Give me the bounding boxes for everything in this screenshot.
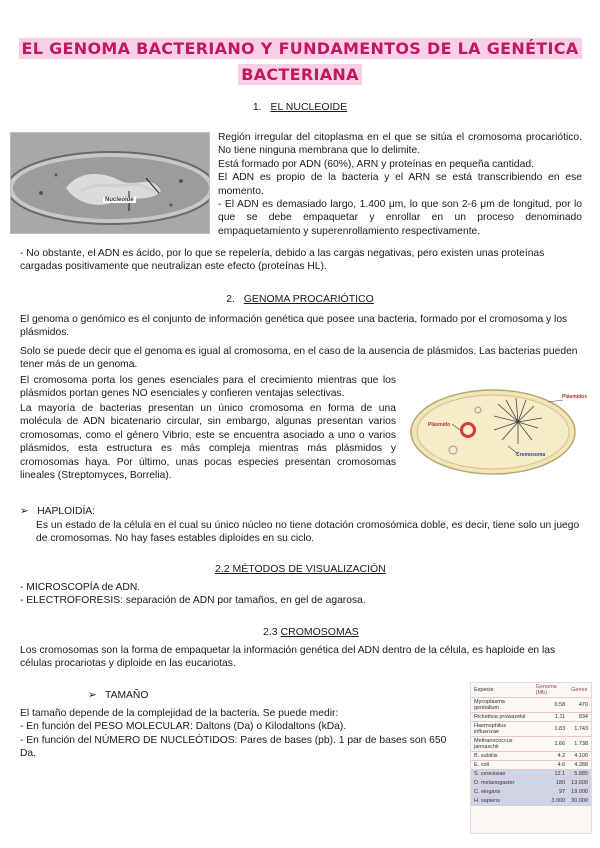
table-cell: 1.83: [533, 722, 569, 737]
table-row: [471, 737, 591, 752]
nucleoid-micrograph: [10, 132, 210, 234]
table-cell: 30.000: [568, 797, 591, 806]
table-cell: 97: [533, 788, 569, 797]
section-2-3-number: 2.3: [263, 626, 278, 638]
chromosome-types-text: La mayoría de bacterias presentan un único cromosoma en forma de una molécula de ADN bicatenario circular, sin embargo, algunas presentan varios cromosomas, como el género Vibrio, este se encuentra asociado a uno o varios plásmidos, esta estructura es más compleja mientras más plásmidos y cromosomas haya. Por último, unas pocas especies presentan cromosomas lineales (Streptomyces, Borrelia).: [20, 403, 396, 482]
table-row: [471, 779, 591, 788]
table-header-genes: Genes: [568, 683, 591, 698]
table-cell: S. cerevisiae: [471, 770, 533, 779]
table-row: [471, 788, 591, 797]
chromosome-definition: Los cromosomas son la forma de empaquetar la información genética del ADN dentro de la célula, es haploide en las células procariotas y diploide en las eucariotas.: [20, 645, 556, 670]
table-cell: 0.58: [533, 698, 569, 713]
table-cell: Haemophilus influenzae: [471, 722, 533, 737]
table-cell: 4.2: [533, 752, 569, 761]
table-header-species: Especie: [471, 683, 533, 698]
section-2-number: 2.: [226, 293, 235, 305]
tamano-line-1: El tamaño depende de la complejidad de la bacteria. Se puede medir:: [20, 708, 339, 719]
page-title: [0, 36, 600, 62]
tamano-bullet: ➢: [88, 690, 97, 701]
method-electrophoresis: - ELECTROFORESIS: separación de ADN por tamaños, en gel de agarosa.: [20, 595, 366, 607]
table-cell: 1.66: [533, 737, 569, 752]
table-row: [471, 722, 591, 737]
chromosome-genes-text: El cromosoma porta los genes esenciales para el crecimiento mientras que los plásmidos portan genes NO esenciales y confieren ventajas selectivas.: [20, 375, 396, 400]
table-cell: 4.288: [568, 761, 591, 770]
table-cell: 1.738: [568, 737, 591, 752]
table-cell: Rickettsia prowazekii: [471, 713, 533, 722]
section-2-2-heading: [215, 563, 386, 575]
nucleoid-label: Nucleoide: [105, 197, 134, 203]
table-cell: E. coli: [471, 761, 533, 770]
tamano-text: [20, 707, 450, 761]
haploidia-heading: [20, 505, 95, 518]
page-title-2: [0, 62, 600, 88]
nucleoid-micrograph-drawing: [11, 133, 209, 233]
table-row: [471, 797, 591, 806]
section-2-heading: [0, 293, 600, 305]
table-row: [471, 761, 591, 770]
section-1-paragraph-2: Está formado por ADN (60%), ARN y proteínas en pequeña cantidad.: [218, 158, 534, 170]
table-row: [471, 698, 591, 713]
section-1-text: [218, 131, 582, 238]
table-cell: H. sapiens: [471, 797, 533, 806]
table-row: [471, 752, 591, 761]
table-cell: 13.600: [568, 779, 591, 788]
section-1-title: EL NUCLEOIDE: [270, 101, 348, 113]
section-1-heading: [0, 101, 600, 113]
table-cell: 12.1: [533, 770, 569, 779]
title-line-1: EL GENOMA BACTERIANO Y FUNDAMENTOS DE LA GENÉTICA: [19, 38, 582, 59]
table-cell: 1.11: [533, 713, 569, 722]
table-row: [471, 770, 591, 779]
section-1-fullwidth-text: - No obstante, el ADN es ácido, por lo que se repelería, debido a las cargas negativas, pero existen unas proteínas cargadas positivamente que neutralizan este efecto (proteínas HL).: [20, 248, 545, 273]
section-2-3-heading: [263, 626, 359, 638]
table-cell: 834: [568, 713, 591, 722]
table-cell: 470: [568, 698, 591, 713]
table-header-genome: Genoma (Mb): [533, 683, 569, 698]
bacterium-diagram-drawing: [408, 382, 588, 482]
table-cell: D. melanogaster: [471, 779, 533, 788]
tamano-heading: [88, 689, 148, 702]
table-cell: C. elegans: [471, 788, 533, 797]
diagram-label-cromosoma: Cromosoma: [516, 452, 546, 458]
table-cell: Methanococcus jannaschii: [471, 737, 533, 752]
section-2-3-title: CROMOSOMAS: [280, 626, 359, 638]
bacterium-diagram: [408, 382, 588, 482]
table-cell: 19.000: [568, 788, 591, 797]
table-cell: Mycoplasma genitalium: [471, 698, 533, 713]
table-cell: 4.6: [533, 761, 569, 770]
diagram-label-plasmidos: Plásmidos: [562, 394, 588, 400]
genome-table: [471, 683, 591, 806]
section-1-paragraph-3: El ADN es propio de la bacteria y el ARN se está transcribiendo en ese momento.: [218, 172, 582, 197]
table-cell: 180: [533, 779, 569, 788]
section-1-paragraph-4: - El ADN es demasiado largo, 1.400 μm, lo que son 2-6 μm de longitud, por lo que se debe empaquetar y enrollar en un proceso denominado empaquetamiento y superenrollamiento respectivamente.: [218, 199, 582, 237]
section-1-paragraph-1: Región irregular del citoplasma en el que se sitúa el cromosoma procariótico. No tiene ninguna membrana que lo delimite.: [218, 132, 582, 157]
genome-size-table: [470, 682, 592, 834]
tamano-line-3: - En función del NÚMERO DE NUCLEÓTIDOS: Pares de bases (pb). 1 par de bases son 650 Da.: [20, 734, 447, 760]
genome-definition: El genoma o genómico es el conjunto de información genética que posee una bacteria, formado por el cromosoma y los plásmidos.: [20, 314, 568, 339]
method-microscopy: - MICROSCOPÍA de ADN.: [20, 582, 141, 593]
tamano-title: TAMAÑO: [105, 690, 149, 701]
table-cell: B. subtilis: [471, 752, 533, 761]
genome-chromosome-equal: Solo se puede decir que el genoma es igual al cromosoma, en el caso de la ausencia de plásmidos. Las bacterias pueden tener más de un genoma.: [20, 346, 578, 371]
diagram-label-plasmido: Plásmido: [428, 422, 451, 428]
table-cell: 4.100: [568, 752, 591, 761]
table-cell: 1.743: [568, 722, 591, 737]
table-cell: 5.885: [568, 770, 591, 779]
section-2-2-title: 2.2 MÉTODOS DE VISUALIZACIÓN: [215, 563, 386, 575]
tamano-line-2: - En función del PESO MOLECULAR: Daltons (Da) o Kilodaltons (kDa).: [20, 721, 347, 733]
table-row: [471, 713, 591, 722]
section-1-number: 1.: [252, 101, 262, 113]
haploidia-text: Es un estado de la célula en el cual su único núcleo no tiene dotación cromosómica doble, es decir, tiene solo un juego de cromosomas. No hay fases estables diploides en su ciclo.: [36, 520, 580, 545]
haploidia-title: HAPLOIDÍA:: [37, 506, 96, 517]
title-line-2: BACTERIANA: [238, 64, 362, 85]
haploidia-bullet: ➢: [20, 506, 29, 517]
section-2-title: GENOMA PROCARIÓTICO: [243, 293, 374, 305]
table-cell: 3.000: [533, 797, 569, 806]
visualization-methods-list: [20, 581, 580, 608]
